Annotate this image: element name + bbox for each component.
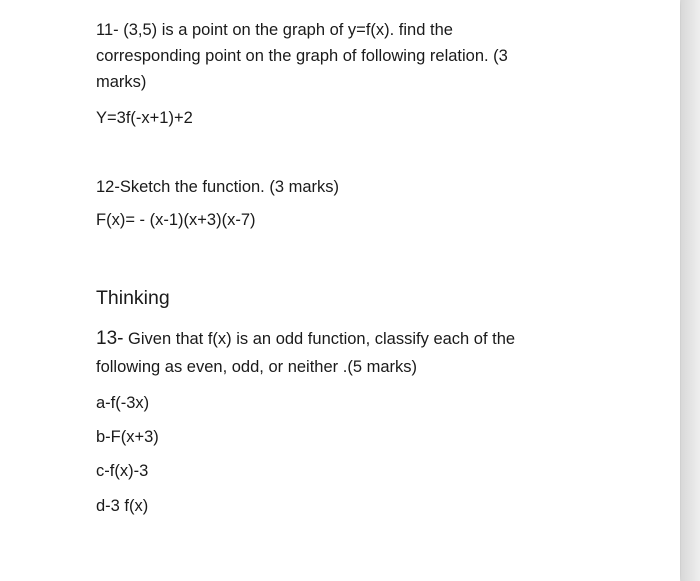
q13-text-line-2: following as even, odd, or neither .(5 marks)	[96, 358, 417, 376]
q12-equation: F(x)= - (x-1)(x+3)(x-7)	[96, 211, 256, 229]
q12-text: 12-Sketch the function. (3 marks)	[96, 178, 340, 196]
q13-number: 13-	[96, 328, 124, 349]
q13-part-d: d-3 f(x)	[96, 497, 149, 515]
q13-text-line-1-rest: Given that f(x) is an odd function, classify each of the	[123, 330, 516, 348]
q13-part-b: b-F(x+3)	[96, 428, 159, 446]
q11-text-line-1: 11- (3,5) is a point on the graph of y=f(x). find the	[96, 21, 453, 39]
q11-equation: Y=3f(-x+1)+2	[96, 109, 193, 127]
q11-text-line-2: corresponding point on the graph of following relation. (3	[96, 47, 508, 65]
q13-part-c: c-f(x)-3	[96, 462, 149, 480]
q13-part-a: a-f(-3x)	[96, 394, 150, 412]
q11-text-line-3: marks)	[96, 73, 147, 91]
page-edge-shadow	[681, 0, 700, 581]
section-heading-thinking: Thinking	[96, 287, 170, 309]
q13-text-line-1	[96, 329, 515, 349]
